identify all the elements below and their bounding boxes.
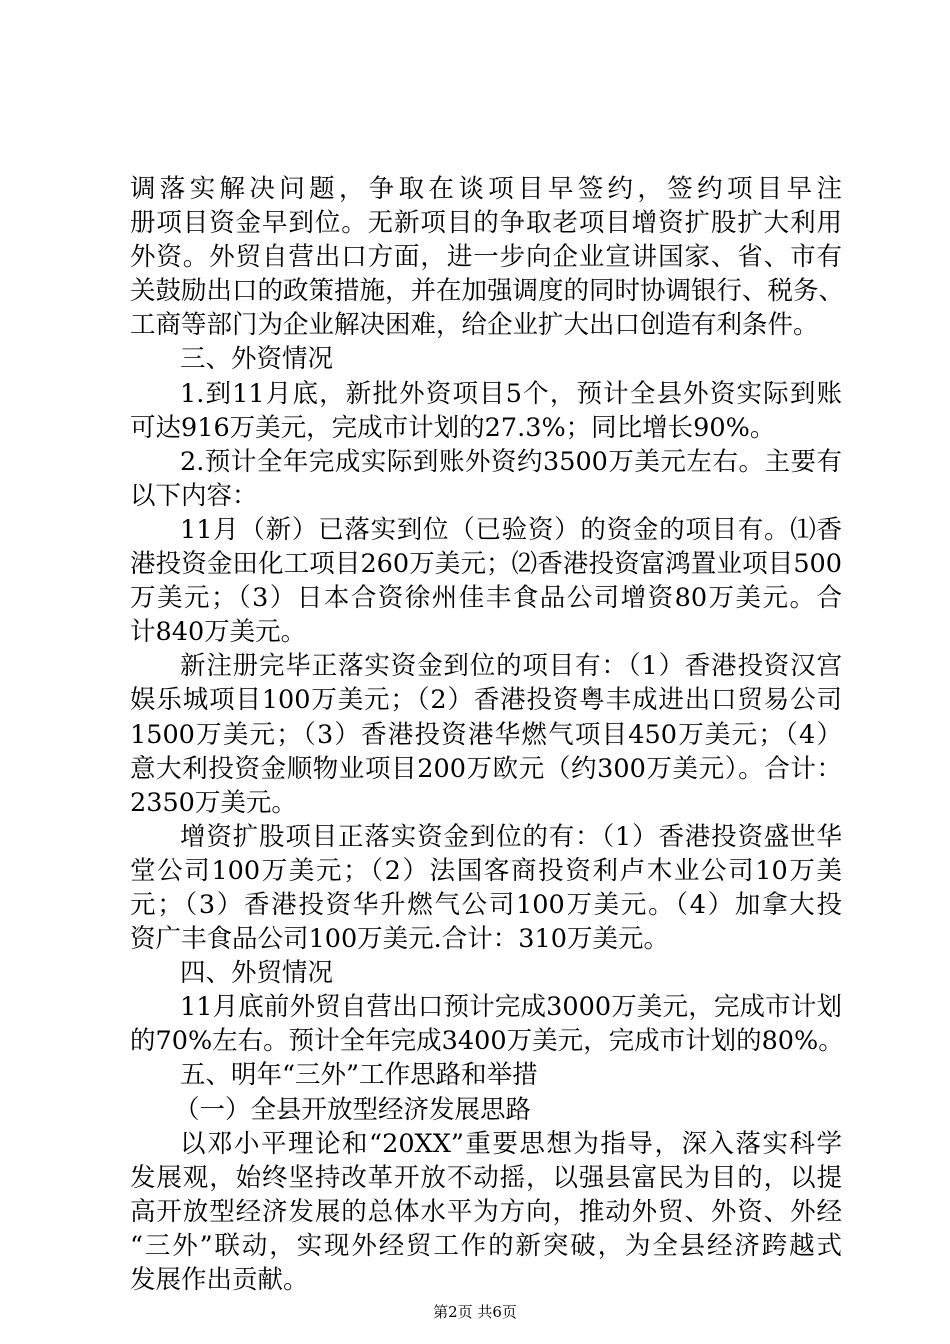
text-line: 的70%左右。预计全年完成3400万美元，完成市计划的80%。 — [130, 1026, 844, 1057]
text-line: 发展作出贡献。 — [130, 1265, 309, 1295]
text-line: “三外”联动，实现外经贸工作的新突破，为全县经济跨越式 — [130, 1230, 842, 1261]
text-line: 新注册完毕正落实资金到位的项目有：（1）香港投资汉宫 — [180, 651, 842, 682]
text-line: 1500万美元；（3）香港投资港华燃气项目450万美元；（4） — [130, 719, 842, 750]
text-line: 堂公司100万美元；（2）法国客商投资利卢木业公司10万美 — [130, 855, 842, 886]
text-line: 发展观，始终坚持改革开放不动摇，以强县富民为目的，以提 — [130, 1162, 842, 1193]
text-line: 计840万美元。 — [130, 617, 307, 648]
text-line: 意大利投资金顺物业项目200万欧元（约300万美元）。合计： — [130, 753, 842, 784]
text-line: 可达916万美元，完成市计划的27.3%；同比增长90%。 — [130, 412, 776, 443]
page-footer: 第2页 共6页 — [433, 1303, 517, 1321]
text-line: 港投资金田化工项目260万美元；⑵香港投资富鸿置业项目500 — [130, 549, 842, 580]
text-line: 四、外贸情况 — [180, 958, 334, 989]
text-line: 元；（3）香港投资华升燃气公司100万美元。（4）加拿大投 — [130, 889, 842, 920]
text-line: 1.到11月底，新批外资项目5个，预计全县外资实际到账 — [180, 378, 842, 409]
text-line: 五、明年“三外”工作思路和举措 — [180, 1060, 538, 1091]
text-line: （一）全县开放型经济发展思路 — [174, 1094, 532, 1125]
text-line: 三、外资情况 — [180, 344, 334, 375]
text-line: 以下内容： — [130, 480, 258, 511]
text-line: 调落实解决问题，争取在谈项目早签约，签约项目早注 — [130, 174, 842, 204]
text-line: 万美元；（3）日本合资徐州佳丰食品公司增资80万美元。合 — [130, 583, 842, 614]
text-line: 2.预计全年完成实际到账外资约3500万美元左右。主要有 — [180, 446, 842, 477]
text-line: 娱乐城项目100万美元；（2）香港投资粤丰成进出口贸易公司 — [130, 685, 842, 716]
text-line: 增资扩股项目正落实资金到位的有：（1）香港投资盛世华 — [180, 821, 842, 852]
text-line: 以邓小平理论和“20XX”重要思想为指导，深入落实科学 — [180, 1128, 842, 1159]
text-line: 关鼓励出口的政策措施，并在加强调度的同时协调银行、税务、 — [130, 276, 845, 307]
text-line: 册项目资金早到位。无新项目的争取老项目增资扩股扩大利用 — [130, 208, 842, 239]
text-line: 11月底前外贸自营出口预计完成3000万美元，完成市计划 — [180, 992, 842, 1023]
text-line: 高开放型经济发展的总体水平为方向，推动外贸、外资、外经 — [130, 1196, 842, 1227]
document-body — [130, 172, 845, 1297]
text-line: 2350万美元。 — [130, 787, 297, 818]
text-line: 11月（新）已落实到位（已验资）的资金的项目有。⑴香 — [180, 514, 842, 545]
text-line: 外资。外贸自营出口方面，进一步向企业宣讲国家、省、市有 — [130, 242, 842, 273]
text-line: 工商等部门为企业解决困难，给企业扩大出口创造有利条件。 — [130, 310, 819, 341]
text-line: 资广丰食品公司100万美元.合计：310万美元。 — [130, 924, 669, 955]
